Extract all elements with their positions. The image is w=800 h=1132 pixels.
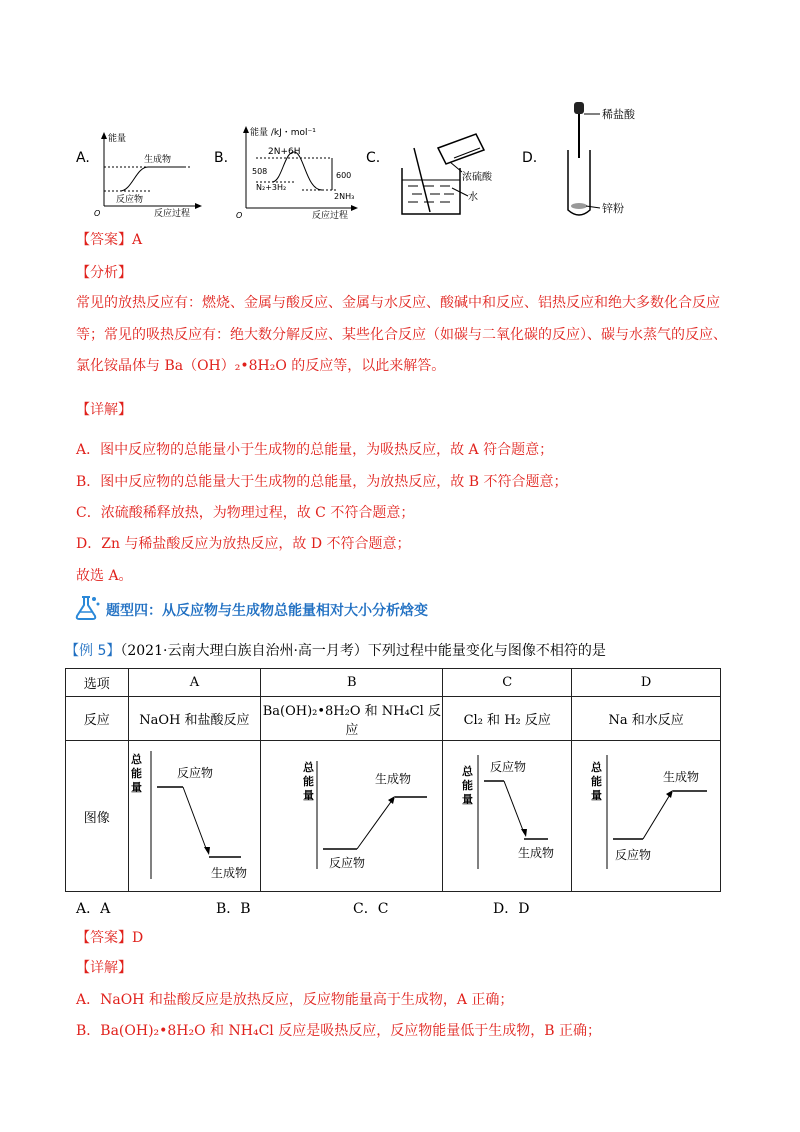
example-source: （2021·云南大理白族自治州·高一月考）下列过程中能量变化与图像不相符的是 [120, 643, 606, 659]
graph-d-reactant: 反应物 [615, 848, 652, 862]
svg-text:总: 总 [302, 761, 314, 774]
svg-text:总: 总 [462, 765, 474, 778]
graph-b-y-label: 能量 /kJ・mol⁻¹ [250, 128, 316, 138]
row-label-graph: 图像 [66, 741, 129, 892]
graph-b-top: 2N+6H [268, 147, 301, 157]
row-label-option: 选项 [66, 669, 129, 697]
graph-b-left-value: 508 [252, 167, 268, 176]
options-table [65, 668, 721, 892]
graph-b-x-label: 反应过程 [312, 211, 349, 220]
reaction-c: Cl₂ 和 H₂ 反应 [443, 697, 572, 741]
example-tag: 【例 5】 [65, 643, 121, 659]
choice-b: B．B [216, 901, 251, 917]
detail1-line-e: 故选 A。 [76, 568, 133, 584]
zinc-powder-label: 锌粉 [602, 202, 624, 215]
row-label-reaction: 反应 [66, 697, 129, 741]
answer1: 【答案】A [76, 232, 143, 248]
water-label: 水 [468, 192, 478, 203]
graph-cell-a [128, 741, 261, 892]
graph-b-reactants: N₂+3H₂ [256, 183, 287, 192]
graph-d-product: 生成物 [663, 770, 700, 784]
svg-text:量: 量 [302, 789, 314, 802]
detail1-line-c: C．浓硫酸稀释放热，为物理过程，故 C 不符合题意； [76, 505, 415, 521]
svg-text:总: 总 [591, 761, 603, 774]
detail1-heading: 【详解】 [76, 402, 132, 418]
beaker-dilution-figure [384, 128, 514, 220]
top-option-a-label: A. [76, 150, 90, 166]
analysis-line-3: 氯化铵晶体与 Ba（OH）₂•8H₂O 的反应等，以此来解答。 [76, 358, 446, 374]
answer2: 【答案】D [76, 930, 144, 946]
analysis-line-2: 等；常见的吸热反应有：绝大数分解反应、某些化合反应（如碳与二氧化碳的反应）、碳与水蒸气的反应、 [76, 327, 727, 343]
graph-cell-c [443, 741, 572, 892]
svg-text:量: 量 [591, 789, 603, 802]
graph-c-product: 生成物 [518, 846, 555, 860]
svg-text:能: 能 [462, 779, 474, 792]
detail2-line-a: A．NaOH 和盐酸反应是放热反应，反应物能量高于生成物，A 正确； [76, 992, 514, 1008]
svg-text:量: 量 [131, 781, 143, 794]
graph-a-reactant: 反应物 [116, 195, 144, 205]
graph-a-x-label: 反应过程 [154, 209, 191, 219]
detail1-line-a: A．图中反应物的总能量小于生成物的总能量，为吸热反应，故 A 符合题意； [76, 442, 554, 458]
graph-b-products: 2NH₃ [334, 192, 355, 201]
graph-d-endothermic [573, 741, 719, 887]
top-option-d-label: D. [522, 150, 538, 166]
acid-label: 浓硫酸 [462, 172, 492, 183]
detail2-line-b: B．Ba(OH)₂•8H₂O 和 NH₄Cl 反应是吸热反应，反应物能量低于生成物，B 正确； [76, 1023, 601, 1039]
graph-a-reactant: 反应物 [177, 766, 214, 780]
choice-d: D．D [493, 901, 530, 917]
graph-cell-d [572, 741, 721, 892]
graph-a-product: 生成物 [211, 866, 248, 880]
graph-b-product: 生成物 [374, 772, 411, 786]
top-option-b-label: B. [214, 150, 229, 166]
graph-a-exothermic [129, 741, 259, 887]
svg-text:能: 能 [302, 775, 314, 788]
svg-text:能: 能 [591, 775, 603, 788]
graph-a-energy-diagram [92, 128, 204, 220]
graph-b-right-value: 600 [336, 171, 352, 180]
detail2-heading: 【详解】 [76, 960, 132, 976]
flask-icon [72, 594, 102, 622]
dilute-acid-label: 稀盐酸 [602, 108, 635, 121]
graph-b-reactant: 反应物 [328, 856, 365, 870]
svg-text:能: 能 [131, 767, 143, 780]
answer1-value: A [132, 232, 143, 248]
test-tube-figure [546, 98, 666, 222]
reaction-a: NaOH 和盐酸反应 [128, 697, 261, 741]
detail1-line-d: D．Zn 与稀盐酸反应为放热反应，故 D 不符合题意； [76, 536, 411, 552]
section-title: 题型四：从反应物与生成物总能量相对大小分析焓变 [106, 603, 428, 619]
answer2-value: D [132, 930, 144, 946]
graph-b-energy-diagram [232, 122, 360, 220]
svg-text:O: O [236, 211, 243, 220]
reaction-d: Na 和水反应 [572, 697, 721, 741]
col-b-header: B [261, 669, 443, 697]
svg-text:量: 量 [462, 793, 474, 806]
analysis-line-1: 常见的放热反应有：燃烧、金属与酸反应、金属与水反应、酸碱中和反应、铝热反应和绝大多数化合反应 [76, 295, 720, 311]
graph-a-y-label: 能量 [108, 134, 127, 144]
reaction-b: Ba(OH)₂•8H₂O 和 NH₄Cl 反应 [261, 697, 443, 741]
col-a-header: A [128, 669, 261, 697]
col-d-header: D [572, 669, 721, 697]
graph-cell-b [261, 741, 443, 892]
graph-a-product: 生成物 [144, 155, 172, 165]
choice-c: C．C [353, 901, 389, 917]
choice-a: A．A [76, 901, 111, 917]
svg-text:总: 总 [131, 753, 143, 766]
graph-c-reactant: 反应物 [490, 760, 527, 774]
graph-b-endothermic [267, 741, 437, 887]
graph-c-exothermic [444, 741, 570, 887]
example-header [65, 640, 606, 660]
svg-text:O: O [94, 209, 101, 218]
analysis-heading: 【分析】 [76, 265, 132, 281]
top-option-c-label: C. [366, 150, 381, 166]
detail1-line-b: B．图中反应物的总能量大于生成物的总能量，为放热反应，故 B 不符合题意； [76, 474, 568, 490]
col-c-header: C [443, 669, 572, 697]
